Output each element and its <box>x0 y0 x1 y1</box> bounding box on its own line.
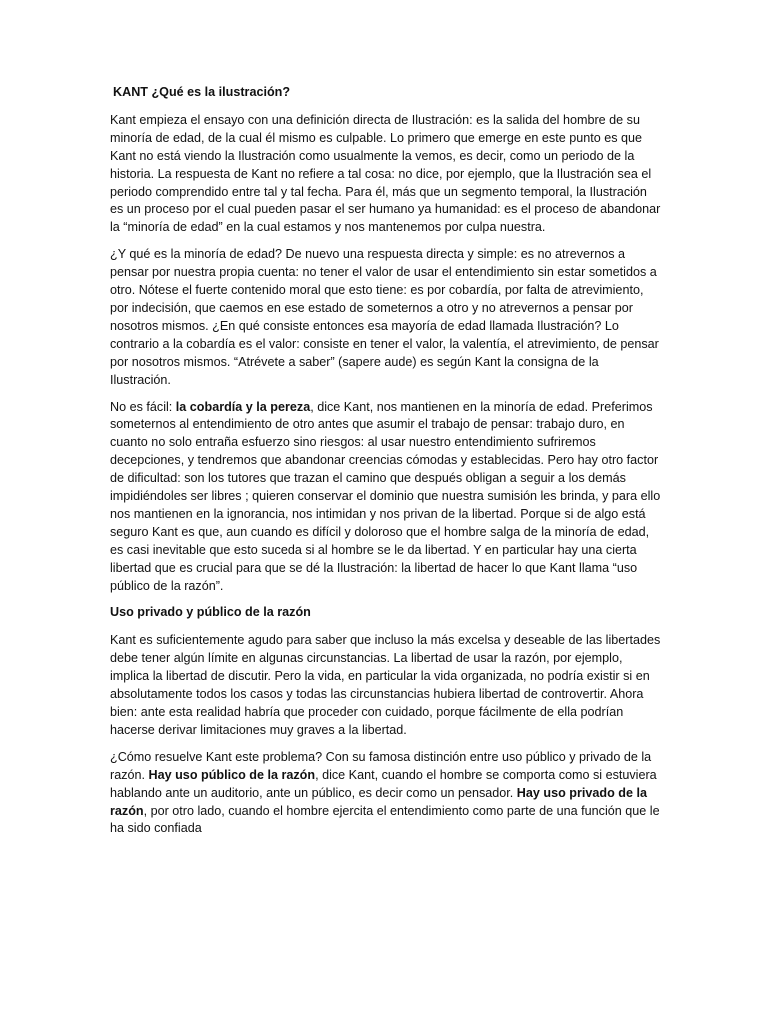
paragraph-5-text-c: , dice Kant, cuando el hombre se comporta como si estuviera hablando ante un auditorio, ante un público, es decir como un pensador. <box>110 767 657 800</box>
paragraph-3-text-a: No es fácil: <box>110 399 176 414</box>
paragraph-5-text-a: ¿Cómo resuelve Kant este problema? Con su famosa distinción entre uso público y privado de la razón. <box>110 749 652 782</box>
paragraph-1: Kant empieza el ensayo con una definición directa de Ilustración: es la salida del hombre de su minoría de edad, de la cual él mismo es culpable. Lo primero que emerge en este punto es que Kant no está viendo la Ilustración como usualmente la vemos, es decir, como un periodo de la historia. La respuesta de Kant no refiere a tal cosa: no dice, por ejemplo, que la Ilustración sea el periodo comprendido entre tal y tal fecha. Para él, más que un segmento temporal, la Ilustración es un proceso por el cual pueden pasar el ser humano ya humanidad: es el proceso de abandonar la “minoría de edad” en la cual estamos y nos mantenemos por culpa nuestra. <box>110 112 661 235</box>
paragraph-3-text-c: , dice Kant, nos mantienen en la minoría de edad. Preferimos someternos al entendimiento de otro antes que asumir el trabajo de pensar: trabajo duro, en cuanto no solo entraña esfuerzo sino riesgos: al usar nuestro entendimiento sufriremos decepciones, y tendremos que abandonar creencias cómodas y establecidas. Pero hay otro factor de dificultad: son los tutores que trazan el camino que después obligan a seguir a los demás impidiéndoles ser libres ; quieren conservar el dominio que nuestra sumisión les brinda, y para ello nos mantienen en la ignorancia, nos intimidan y nos privan de la libertad. Porque si de algo está seguro Kant es que, aun cuando es difícil y doloroso que el hombre salga de la minoría de edad, es casi inevitable que esto suceda si al hombre se le da libertad. Y en particular hay una cierta libertad que es crucial para que se dé la Ilustración: la libertad de hacer lo que Kant llama “uso público de la razón”. <box>110 399 661 593</box>
section-heading: Uso privado y público de la razón <box>110 605 311 620</box>
paragraph-2: ¿Y qué es la minoría de edad? De nuevo una respuesta directa y simple: es no atrevernos a pensar por nuestra propia cuenta: no tener el valor de usar el entendimiento sin estar sometidos a otro. Nótese el fuerte contenido moral que esto tiene: es por cobardía, por falta de atrevimiento, por indecisión, que caemos en ese estado de someternos a otro y no atrevernos a pensar por nosotros mismos. ¿En qué consiste entonces esa mayoría de edad llamada Ilustración? Lo contrario a la cobardía es el valor: consiste en tener el valor, la valentía, el atrevimiento, de pensar por nosotros mismos. “Atrévete a saber” (sapere aude) es según Kant la consigna de la Ilustración. <box>110 247 659 387</box>
paragraph-5 <box>110 749 662 839</box>
document-title: KANT ¿Qué es la ilustración? <box>113 85 291 99</box>
paragraph-3-bold-cobardia: la cobardía y la pereza <box>175 399 311 414</box>
paragraph-5-bold-uso-privado: Hay uso privado de la razón <box>110 785 647 818</box>
paragraph-5-text-e: , por otro lado, cuando el hombre ejercita el entendimiento como parte de una función que le ha sido confiada <box>110 803 660 836</box>
paragraph-3 <box>110 399 662 596</box>
document-page <box>110 84 662 847</box>
paragraph-4: Kant es suficientemente agudo para saber que incluso la más excelsa y deseable de las libertades debe tener algún límite en algunas circunstancias. La libertad de usar la razón, por ejemplo, implica la libertad de discutir. Pero la vida, en particular la vida organizada, no podría existir si en absolutamente todos los casos y todas las circunstancias hubiera libertad de controvertir. Ahora bien: ante esta realidad habría que proceder con cuidado, porque fácilmente de ella podrían hacerse derivar limitaciones muy graves a la libertad. <box>110 633 661 737</box>
paragraph-5-bold-uso-publico: Hay uso público de la razón <box>148 767 316 782</box>
